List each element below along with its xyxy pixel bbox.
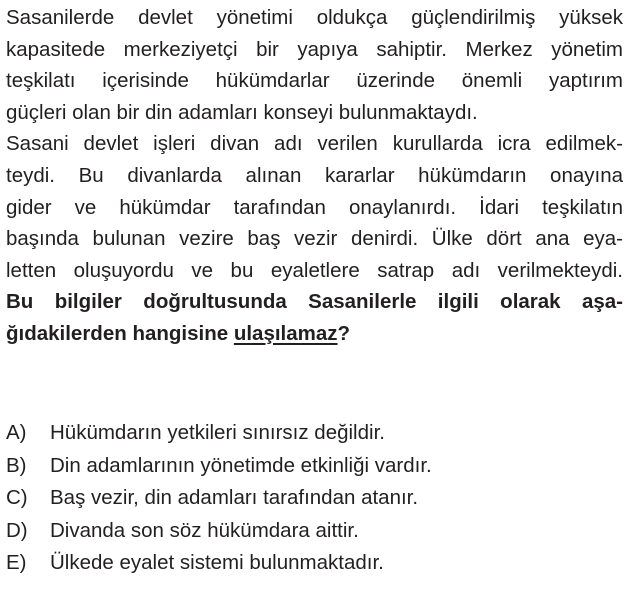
question-stem-prefix: ğıdakilerden hangisine xyxy=(6,321,234,345)
option-text: Din adamlarının yönetimde etkinliği vardır. xyxy=(50,453,432,477)
answer-options xyxy=(6,417,623,580)
option-letter: C) xyxy=(6,486,28,510)
passage-line: kapasitede merkeziyetçi bir yapıya sahiptir. Merkez yönetim xyxy=(6,37,623,61)
option-letter: A) xyxy=(6,421,27,444)
option-letter: B) xyxy=(6,453,27,477)
option-b[interactable] xyxy=(6,450,623,483)
question-stem-line xyxy=(6,318,623,350)
question-stem xyxy=(6,286,623,349)
passage-line: letten oluşuyordu ve bu eyaletlere satrap adı verilmekteydi. xyxy=(6,258,623,282)
option-d[interactable] xyxy=(6,515,623,548)
passage-line: başında bulunan vezire baş vezir denirdi. Ülke dört ana eya- xyxy=(6,227,623,251)
option-letter: E) xyxy=(6,551,27,575)
passage-line: Sasani devlet işleri divan adı verilen kurullarda icra edilmek- xyxy=(6,132,623,156)
passage-line: teydi. Bu divanlarda alınan kararlar hükümdarın onayına xyxy=(6,163,623,187)
option-c[interactable] xyxy=(6,482,623,515)
passage-line: gider ve hükümdar tarafından onaylanırdı. İdari teşkilatın xyxy=(6,195,623,219)
option-text: Ülkede eyalet sistemi bulunmaktadır. xyxy=(50,551,384,575)
question-stem-emphasis: ulaşılamaz xyxy=(233,321,338,345)
passage-line: teşkilatı içerisinde hükümdarlar üzerinde önemli yaptırım xyxy=(6,69,623,93)
option-e[interactable] xyxy=(6,547,623,580)
option-text: Divanda son söz hükümdara aittir. xyxy=(50,518,359,542)
passage xyxy=(6,2,623,286)
passage-line: Sasanilerde devlet yönetimi oldukça güçlendirilmiş yüksek xyxy=(6,6,623,29)
option-a[interactable] xyxy=(6,417,623,450)
passage-line: güçleri olan bir din adamları konseyi bulunmaktaydı. xyxy=(6,100,478,124)
question-stem-line: Bu bilgiler doğrultusunda Sasanilerle ilgili olarak aşa- xyxy=(6,290,623,314)
option-text: Hükümdarın yetkileri sınırsız değildir. xyxy=(50,421,385,444)
option-letter: D) xyxy=(6,518,28,542)
question-stem-suffix: ? xyxy=(337,321,351,345)
option-text: Baş vezir, din adamları tarafından atanır. xyxy=(50,486,419,510)
question-block xyxy=(6,2,623,350)
